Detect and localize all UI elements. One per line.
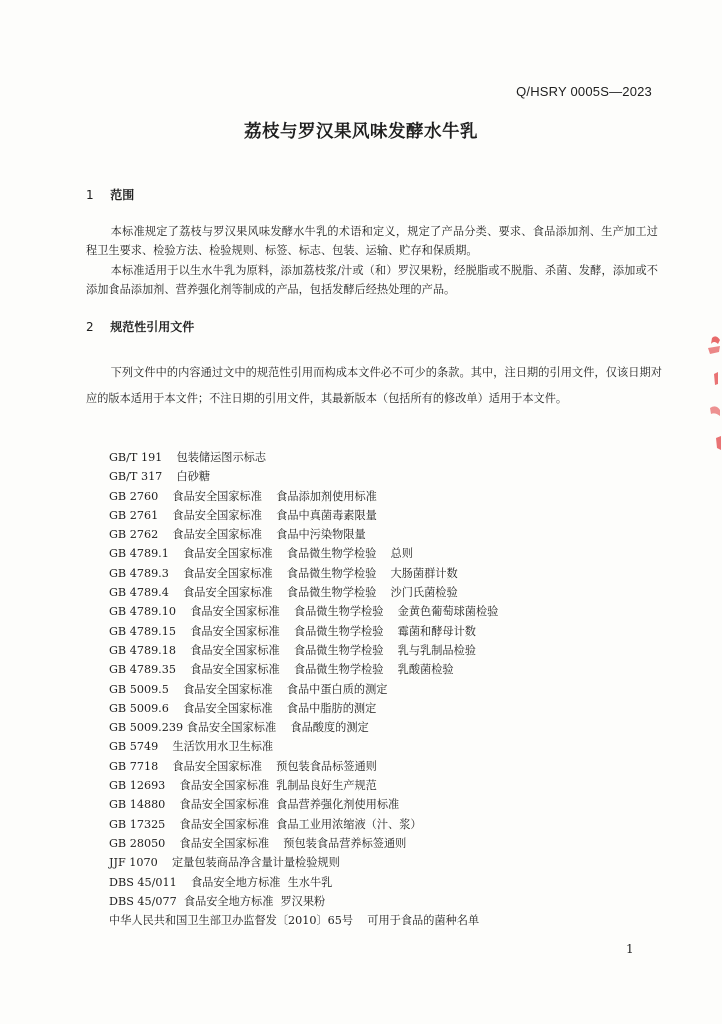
reference-list: [109, 448, 498, 930]
section-2-number: 2: [86, 320, 94, 334]
reference-item: DBS 45/077 食品安全地方标准 罗汉果粉: [109, 894, 326, 908]
reference-item: GB 28050 食品安全国家标准 预包装食品营养标签通则: [109, 836, 407, 850]
reference-item: GB 12693 食品安全国家标准 乳制品良好生产规范: [109, 779, 377, 793]
reference-item: GB 4789.35 食品安全国家标准 食品微生物学检验 乳酸菌检验: [109, 663, 454, 677]
section-2-heading: [86, 318, 194, 335]
reference-item: GB 7718 食品安全国家标准 预包装食品标签通则: [109, 759, 377, 773]
section-2-title: 规范性引用文件: [110, 320, 195, 334]
section-1-paragraph-1: 本标准规定了荔枝与罗汉果风味发酵水牛乳的术语和定义，规定了产品分类、要求、食品添加剂、生产加工过程卫生要求、检验方法、检验规则、标签、标志、包装、运输、贮存和保质期。: [86, 225, 658, 257]
section-1-heading: [86, 186, 134, 203]
reference-item: GB 5009.5 食品安全国家标准 食品中蛋白质的测定: [109, 682, 388, 696]
reference-item: GB 2762 食品安全国家标准 食品中污染物限量: [109, 528, 366, 542]
reference-item: GB 14880 食品安全国家标准 食品营养强化剂使用标准: [109, 798, 400, 812]
document-title: 荔枝与罗汉果风味发酵水牛乳: [244, 122, 478, 142]
reference-item: GB 4789.10 食品安全国家标准 食品微生物学检验 金黄色葡萄球菌检验: [109, 605, 499, 619]
section-1-title: 范围: [110, 188, 135, 202]
reference-item: GB 2760 食品安全国家标准 食品添加剂使用标准: [109, 489, 377, 503]
reference-item: JJF 1070 定量包装商品净含量计量检验规则: [109, 856, 340, 870]
document-code: Q/HSRY 0005S—2023: [516, 84, 652, 99]
reference-item: GB/T 191 包装储运图示标志: [109, 451, 267, 464]
reference-item: GB 4789.3 食品安全国家标准 食品微生物学检验 大肠菌群计数: [109, 566, 458, 580]
reference-item: GB 4789.15 食品安全国家标准 食品微生物学检验 霉菌和酵母计数: [109, 624, 476, 638]
section-1-paragraph-2: 本标准适用于以生水牛乳为原料，添加荔枝浆/汁或（和）罗汉果粉，经脱脂或不脱脂、杀菌、发酵，添加或不添加食品添加剂、营养强化剂等制成的产品，包括发酵后经热处理的产品。: [86, 264, 658, 296]
reference-item: GB/T 317 白砂糖: [109, 470, 211, 484]
section-1-number: 1: [86, 188, 94, 202]
reference-item: 中华人民共和国卫生部卫办监督发〔2010〕65号 可用于食品的菌种名单: [109, 914, 480, 928]
section-2-intro: 下列文件中的内容通过文中的规范性引用而构成本文件必不可少的条款。其中，注日期的引用文件，仅该日期对应的版本适用于本文件；不注日期的引用文件，其最新版本（包括所有的修改单）适用于本文件。: [86, 366, 662, 405]
reference-item: GB 4789.18 食品安全国家标准 食品微生物学检验 乳与乳制品检验: [109, 643, 476, 657]
reference-item: GB 5009.6 食品安全国家标准 食品中脂肪的测定: [109, 701, 377, 715]
reference-item: GB 17325 食品安全国家标准 食品工业用浓缩液（汁、浆）: [109, 817, 422, 831]
reference-item: GB 4789.4 食品安全国家标准 食品微生物学检验 沙门氏菌检验: [109, 586, 458, 600]
seal-stamp-fragment: [698, 330, 722, 460]
reference-item: GB 5009.239 食品安全国家标准 食品酸度的测定: [109, 721, 369, 735]
reference-item: GB 4789.1 食品安全国家标准 食品微生物学检验 总则: [109, 547, 413, 561]
reference-item: DBS 45/011 食品安全地方标准 生水牛乳: [109, 875, 333, 889]
reference-item: GB 2761 食品安全国家标准 食品中真菌毒素限量: [109, 508, 377, 522]
page-number: 1: [626, 942, 634, 956]
reference-item: GB 5749 生活饮用水卫生标准: [109, 740, 274, 754]
